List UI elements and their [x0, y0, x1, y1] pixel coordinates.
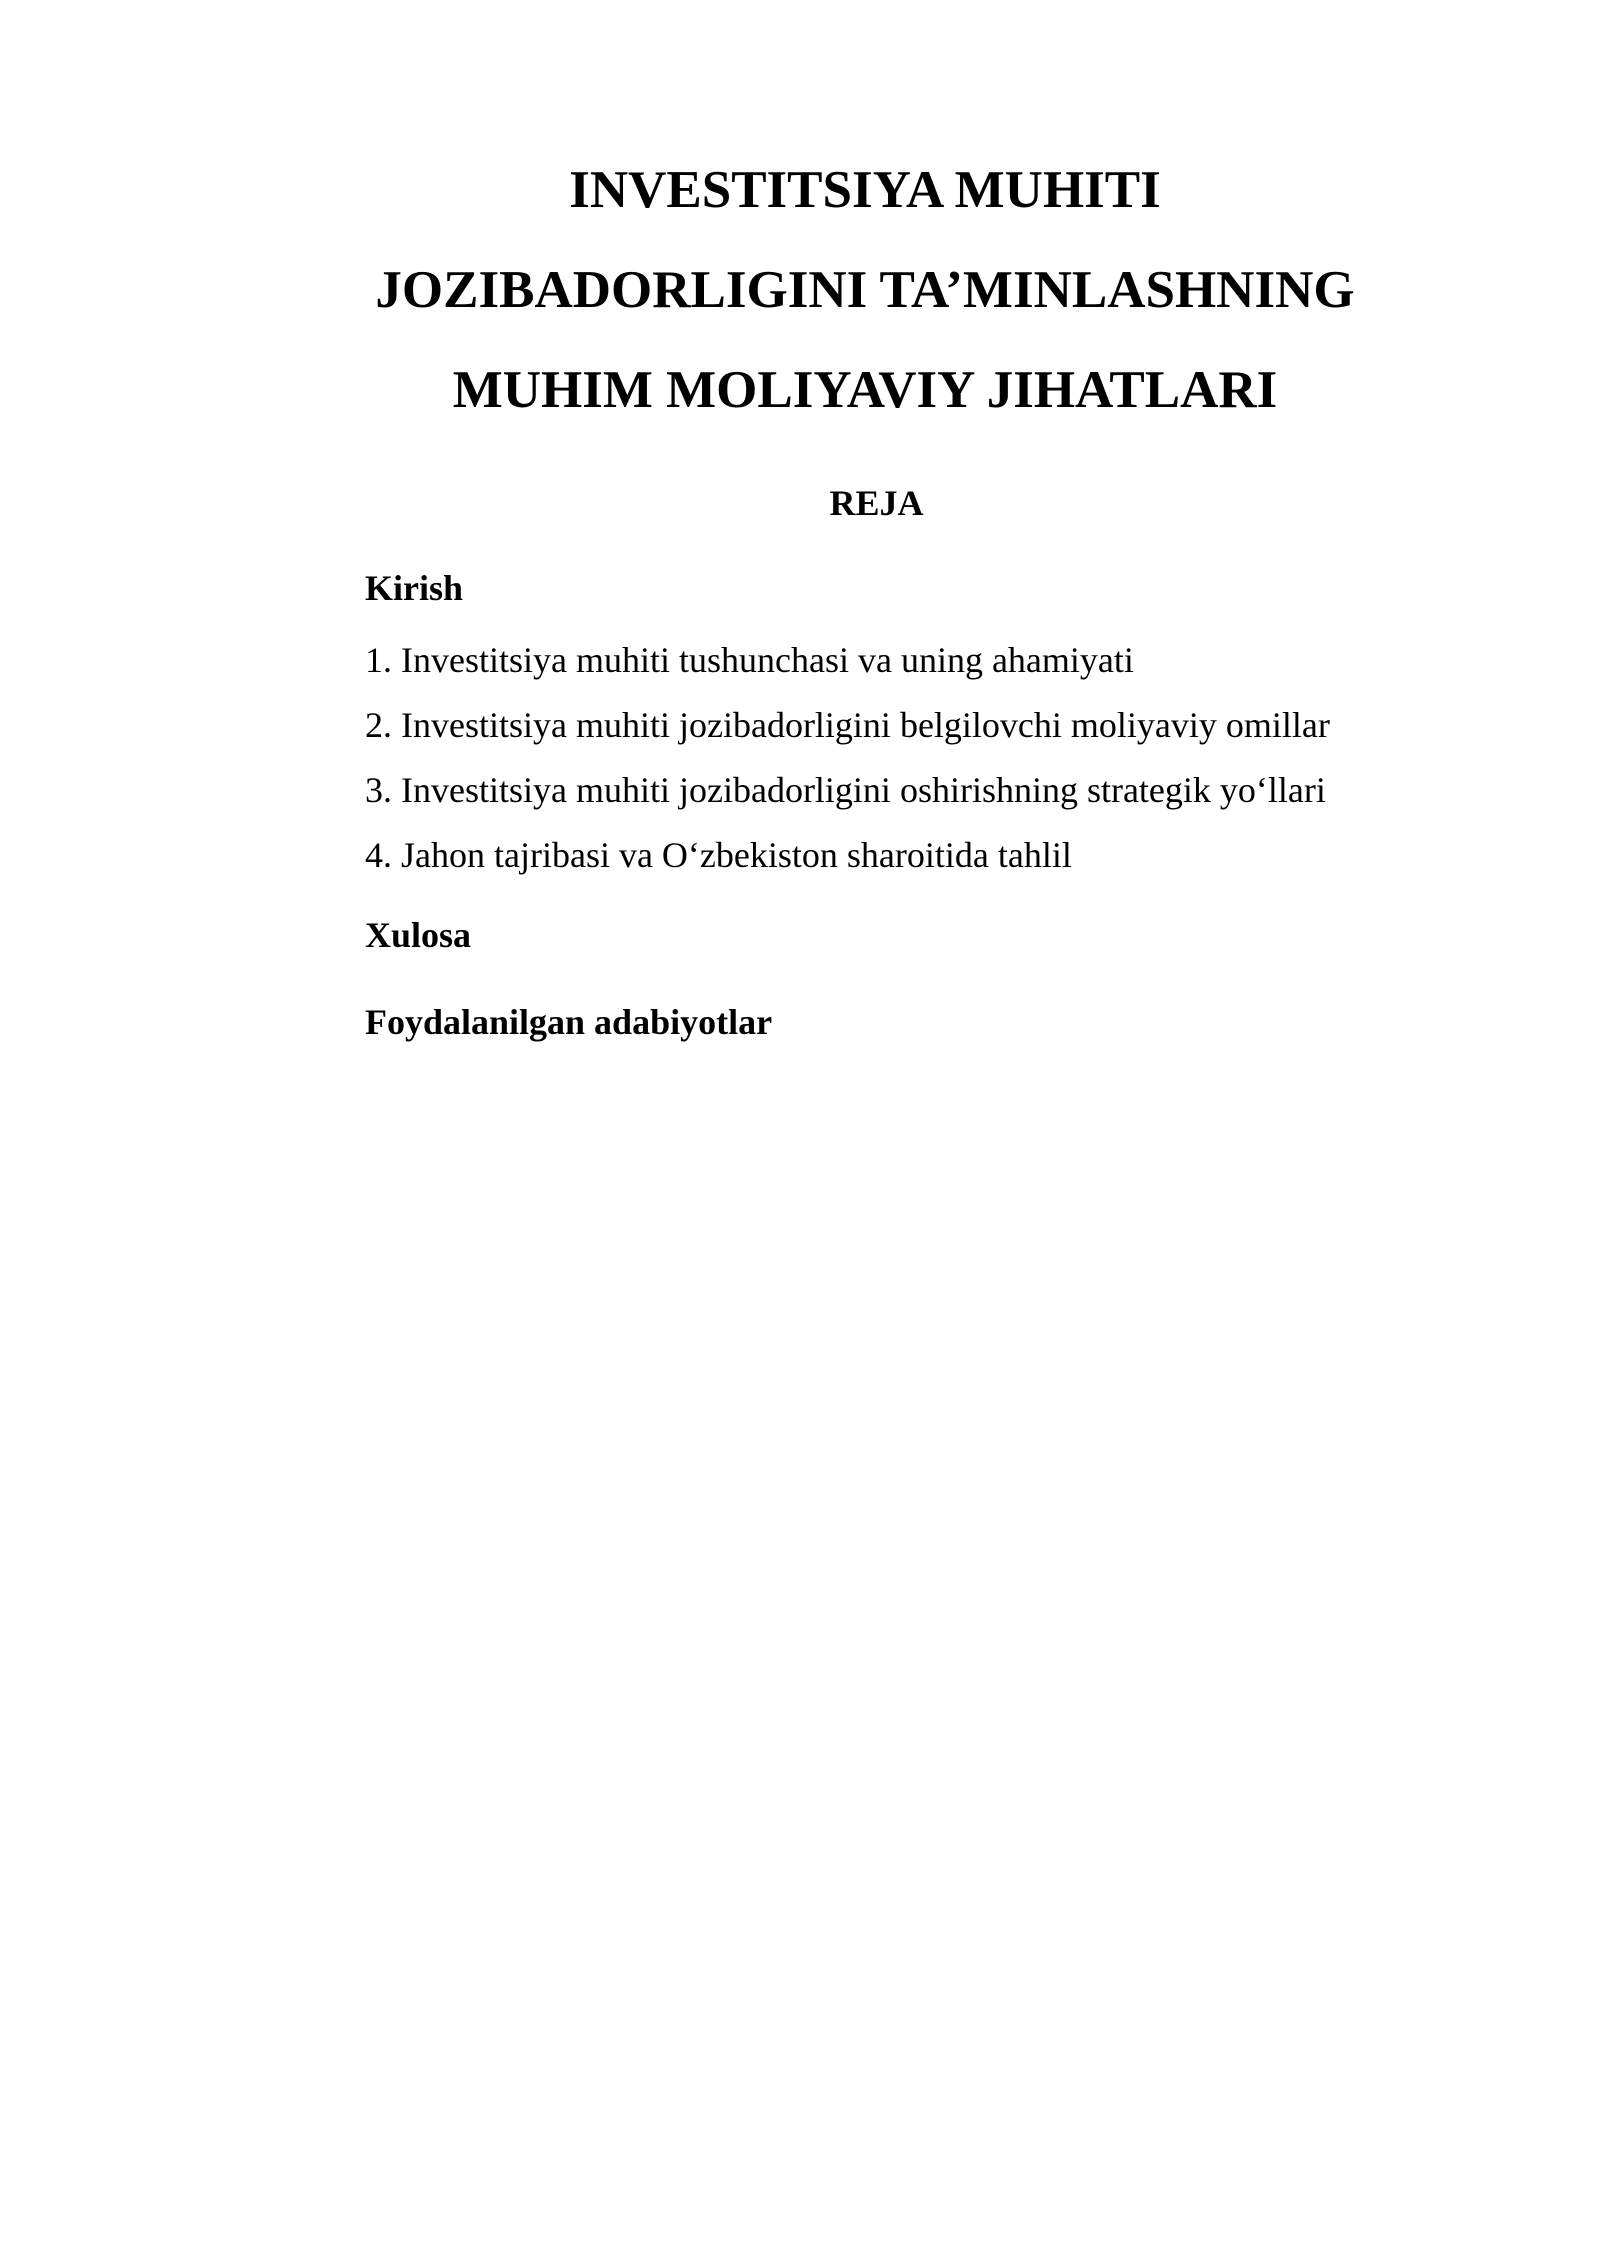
plan-intro: Kirish [365, 568, 464, 608]
plan-heading: REJA [829, 483, 924, 523]
title-line-1: INVESTITSIYA MUHITI [569, 161, 1161, 219]
plan-item-1: 1. Investitsiya muhiti tushunchasi va uning ahamiyati [365, 640, 1134, 680]
plan-item-4: 4. Jahon tajribasi va O‘zbekiston sharoitida tahlil [365, 835, 1072, 875]
title-line-3: MUHIM MOLIYAVIY JIHATLARI [452, 361, 1278, 419]
plan-item-3: 3. Investitsiya muhiti jozibadorligini oshirishning strategik yo‘llari [365, 770, 1326, 810]
plan-references: Foydalanilgan adabiyotlar [365, 1002, 773, 1042]
document-title [0, 140, 1600, 440]
plan-conclusion: Xulosa [365, 915, 472, 955]
title-line-2: JOZIBADORLIGINI TA’MINLASHNING [375, 261, 1355, 319]
plan-item-list [365, 628, 1505, 888]
plan-outline [365, 563, 1505, 1047]
plan-item-2: 2. Investitsiya muhiti jozibadorligini belgilovchi moliyaviy omillar [365, 705, 1330, 745]
